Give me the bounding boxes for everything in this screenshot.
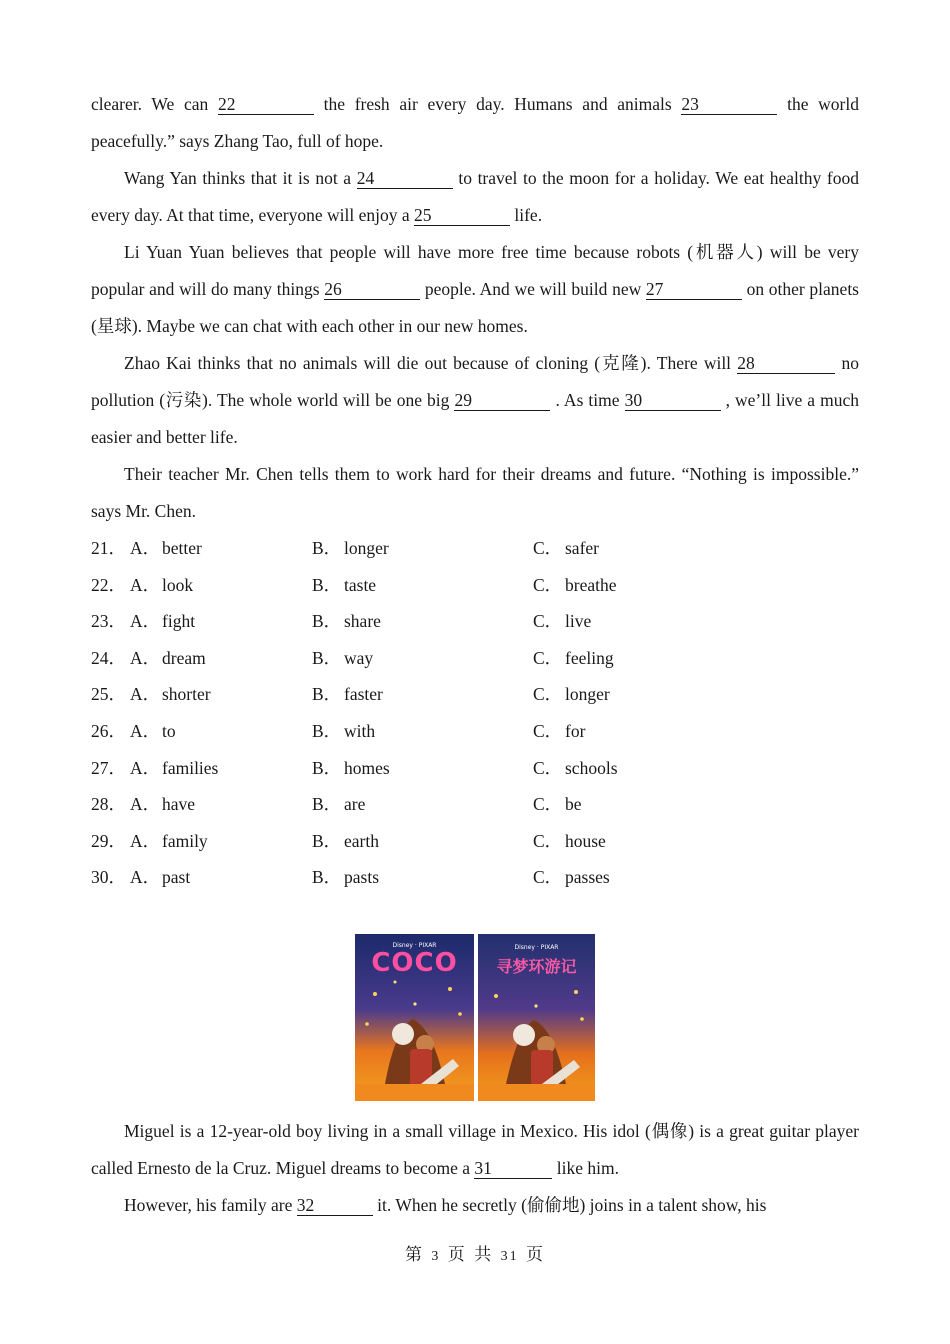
question-row (91, 713, 859, 750)
option-text: with (344, 720, 376, 741)
question-number: 21． (91, 538, 126, 558)
option-letter: B． (312, 647, 342, 668)
footer-text: 页 共 (447, 1245, 494, 1265)
question-number: 29． (91, 830, 126, 851)
coco-poster-english (355, 934, 474, 1101)
option-c[interactable] (533, 567, 617, 604)
question-number: 27． (91, 757, 126, 778)
option-a[interactable] (130, 823, 208, 860)
option-text: family (162, 830, 208, 851)
passage-2 (91, 1113, 859, 1224)
paragraph-miguel (91, 1113, 859, 1187)
blank-22[interactable]: 22 (218, 94, 314, 115)
paragraph-zhao-kai (91, 345, 859, 456)
option-text: pasts (344, 867, 379, 888)
option-text: look (162, 574, 194, 595)
option-a[interactable] (130, 750, 218, 787)
option-letter: B． (312, 684, 342, 705)
option-letter: B． (312, 794, 342, 815)
blank-27[interactable]: 27 (646, 279, 742, 300)
option-c[interactable] (533, 603, 591, 640)
coco-poster-chinese (478, 934, 595, 1101)
blank-23[interactable]: 23 (681, 94, 777, 115)
paragraph-wang-yan (91, 160, 859, 234)
blank-28[interactable]: 28 (737, 353, 835, 374)
footer-text: 页 (526, 1245, 546, 1265)
option-text: are (344, 794, 366, 815)
question-row (91, 786, 859, 823)
option-text: taste (344, 574, 377, 595)
option-text: longer (344, 538, 389, 558)
option-letter: C． (533, 794, 563, 815)
blank-30[interactable]: 30 (625, 390, 721, 411)
option-text: passes (565, 867, 610, 888)
text: people. And we will build new (420, 279, 646, 299)
option-c[interactable] (533, 750, 618, 787)
option-text: better (162, 538, 202, 558)
option-c[interactable] (533, 823, 606, 860)
option-letter: A． (130, 757, 161, 778)
option-letter: B． (312, 830, 342, 851)
footer-text: 第 (404, 1245, 424, 1265)
option-c[interactable] (533, 530, 599, 567)
brand-logo: Disney · PIXAR (514, 944, 559, 951)
question-row (91, 823, 859, 860)
option-text: safer (565, 538, 600, 558)
option-letter: A． (130, 684, 161, 705)
option-a[interactable] (130, 603, 195, 640)
option-b[interactable] (312, 750, 390, 787)
option-b[interactable] (312, 640, 373, 677)
text: Wang Yan thinks that it is not a (124, 168, 357, 188)
option-text: homes (344, 757, 390, 778)
option-a[interactable] (130, 640, 206, 677)
poster-title: 寻梦环游记 (496, 957, 577, 976)
text: the fresh air every day. Humans and animals (313, 94, 682, 114)
option-letter: A． (130, 574, 161, 595)
option-letter: B． (312, 538, 342, 558)
option-b[interactable] (312, 567, 376, 604)
blank-32[interactable]: 32 (297, 1195, 373, 1216)
option-text: families (162, 757, 219, 778)
option-letter: C． (533, 830, 563, 851)
option-text: house (565, 830, 606, 851)
option-a[interactable] (130, 676, 211, 713)
brand-logo: Disney · PIXAR (392, 942, 437, 949)
question-number: 22． (91, 574, 126, 595)
option-letter: A． (130, 720, 161, 741)
option-a[interactable] (130, 567, 193, 604)
option-b[interactable] (312, 530, 389, 567)
option-text: shorter (162, 684, 211, 705)
option-letter: C． (533, 611, 563, 632)
option-letter: B． (312, 574, 342, 595)
text: Li Yuan Yuan believes that people will have more free time because robots (机器人) will be very popular and will do many things (91, 242, 859, 299)
option-text: fight (162, 611, 196, 632)
blank-31[interactable]: 31 (474, 1158, 552, 1179)
option-text: longer (565, 684, 610, 705)
paragraph-li-yuan-yuan (91, 234, 859, 345)
option-text: have (162, 794, 196, 815)
question-number: 30． (91, 867, 126, 888)
page-footer (0, 1240, 950, 1265)
blank-29[interactable]: 29 (454, 390, 550, 411)
text: like him. (552, 1158, 619, 1178)
option-c[interactable] (533, 676, 610, 713)
option-letter: A． (130, 647, 161, 668)
option-b[interactable] (312, 859, 379, 896)
option-b[interactable] (312, 823, 379, 860)
option-text: feeling (565, 647, 614, 668)
movie-posters (355, 934, 595, 1101)
paragraph-however (91, 1187, 859, 1224)
question-number: 24． (91, 647, 126, 668)
text: no pollution (污染). The whole world will be one big (91, 353, 860, 410)
option-a[interactable] (130, 859, 190, 896)
option-b[interactable] (312, 786, 365, 823)
option-text: dream (162, 647, 206, 668)
paragraph-zhang-tao (91, 86, 859, 160)
option-text: way (344, 647, 374, 668)
option-text: schools (565, 757, 618, 778)
option-letter: C． (533, 647, 563, 668)
option-letter: C． (533, 757, 563, 778)
option-a[interactable] (130, 786, 195, 823)
text: Miguel is a 12-year-old boy living in a small village in Mexico. His idol (偶像) is a great guitar player called Ernesto de la Cruz. Miguel dreams to become a (91, 1121, 859, 1178)
option-b[interactable] (312, 676, 383, 713)
option-text: for (565, 720, 586, 741)
option-letter: A． (130, 538, 161, 558)
option-text: live (565, 611, 592, 632)
paragraph-mr-chen: Their teacher Mr. Chen tells them to work hard for their dreams and future. “Nothing is impossible.” says Mr. Chen. (91, 464, 859, 521)
option-text: share (344, 611, 381, 632)
question-number: 28． (91, 794, 126, 815)
page-number: 3 (431, 1249, 441, 1264)
option-letter: B． (312, 720, 342, 741)
question-row (91, 530, 859, 567)
text: it. When he secretly (偷偷地) joins in a talent show, his (372, 1195, 767, 1215)
blank-26[interactable]: 26 (324, 279, 420, 300)
blank-24[interactable]: 24 (357, 168, 453, 189)
option-text: breathe (565, 574, 617, 595)
question-row (91, 567, 859, 604)
option-b[interactable] (312, 713, 375, 750)
option-letter: C． (533, 867, 563, 888)
text: on other planets (星球). Maybe we can chat with each other in our new homes. (91, 279, 859, 336)
option-letter: C． (533, 684, 563, 705)
option-a[interactable] (130, 530, 202, 567)
text: to travel to the moon for a holiday. We eat healthy food every day. At that time, everyone will enjoy a (91, 168, 859, 225)
text: However, his family are (124, 1195, 297, 1215)
option-letter: C． (533, 720, 563, 741)
option-c[interactable] (533, 713, 585, 750)
text: clearer. We can (91, 94, 218, 114)
option-text: to (162, 720, 176, 741)
blank-25[interactable]: 25 (414, 205, 510, 226)
option-c[interactable] (533, 859, 610, 896)
text: , we’ll live a much easier and better life. (91, 390, 859, 447)
option-text: past (162, 867, 191, 888)
question-row (91, 676, 859, 713)
option-a[interactable] (130, 713, 176, 750)
option-letter: B． (312, 867, 342, 888)
question-row (91, 859, 859, 896)
poster-title: COCO (371, 948, 458, 978)
text: . As time (550, 390, 625, 410)
option-letter: C． (533, 538, 563, 558)
question-row (91, 640, 859, 677)
option-text: faster (344, 684, 383, 705)
question-number: 25． (91, 684, 126, 705)
text: life. (510, 205, 543, 225)
question-row (91, 750, 859, 787)
option-letter: B． (312, 757, 342, 778)
text: the world peacefully.” says Zhang Tao, full of hope. (91, 94, 859, 151)
question-number: 26． (91, 720, 126, 741)
option-letter: A． (130, 611, 161, 632)
option-letter: C． (533, 574, 563, 595)
option-letter: A． (130, 794, 161, 815)
option-letter: B． (312, 611, 342, 632)
option-letter: A． (130, 867, 161, 888)
question-list (91, 530, 859, 896)
option-text: earth (344, 830, 379, 851)
question-row (91, 603, 859, 640)
option-letter: A． (130, 830, 161, 851)
option-b[interactable] (312, 603, 381, 640)
passage-1 (91, 86, 859, 896)
option-text: be (565, 794, 582, 815)
question-number: 23． (91, 611, 126, 632)
page-total: 31 (500, 1249, 519, 1264)
option-c[interactable] (533, 640, 614, 677)
text: Zhao Kai thinks that no animals will die out because of cloning (克隆). There will (124, 353, 738, 373)
option-c[interactable] (533, 786, 582, 823)
